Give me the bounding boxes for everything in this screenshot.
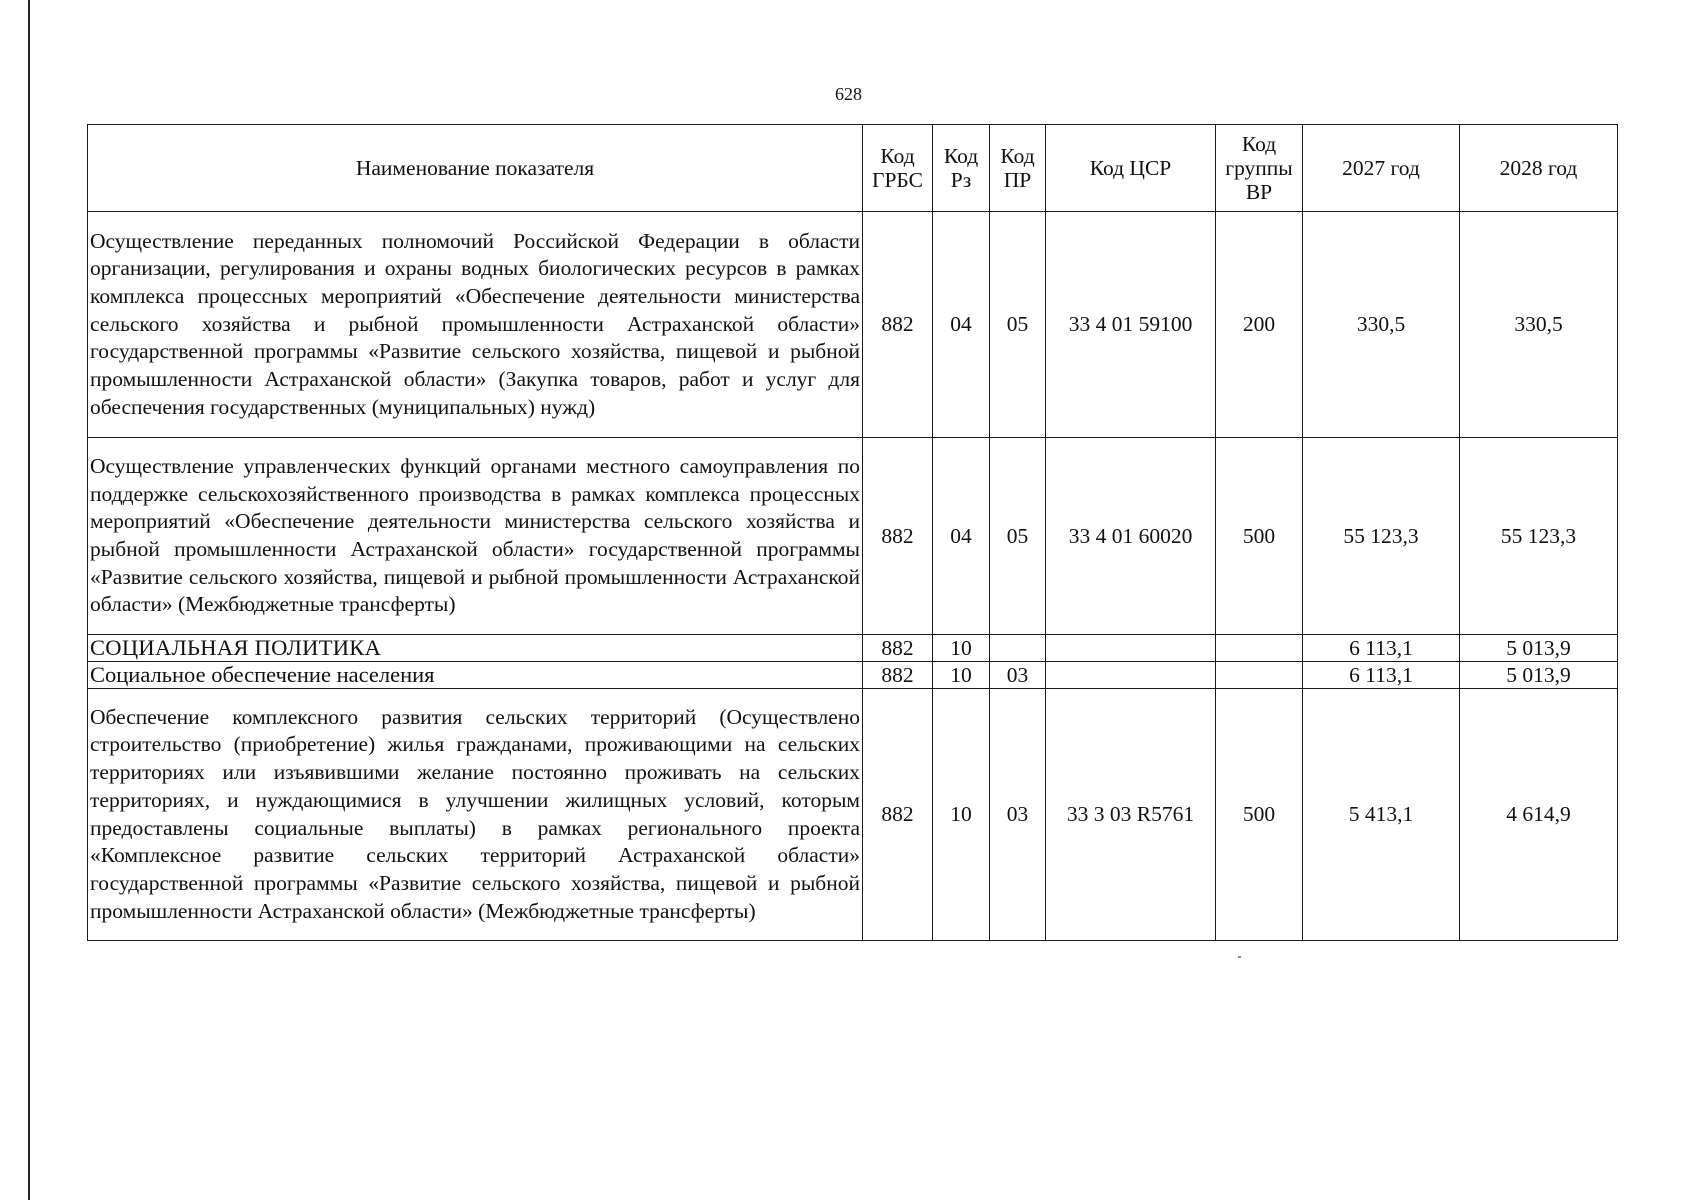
table-row <box>88 662 1618 689</box>
header-2028: 2028 год <box>1460 125 1618 212</box>
row-csr: 33 4 01 59100 <box>1046 212 1216 438</box>
table-row <box>88 212 1618 438</box>
row-rz: 04 <box>933 212 990 438</box>
row-rz: 10 <box>933 689 990 941</box>
page-number: 628 <box>835 84 862 104</box>
row-vr: 500 <box>1216 438 1303 635</box>
header-name: Наименование показателя <box>88 125 863 212</box>
row-2027: 6 113,1 <box>1303 635 1460 662</box>
row-grbs: 882 <box>863 635 933 662</box>
budget-table <box>87 124 1618 941</box>
row-rz: 10 <box>933 635 990 662</box>
row-2028: 55 123,3 <box>1460 438 1618 635</box>
table-header-row <box>88 125 1618 212</box>
table-row <box>88 438 1618 635</box>
row-pr: 05 <box>990 212 1046 438</box>
row-2027: 6 113,1 <box>1303 662 1460 689</box>
row-csr <box>1046 662 1216 689</box>
row-pr: 03 <box>990 689 1046 941</box>
header-pr: Код ПР <box>990 125 1046 212</box>
row-name: СОЦИАЛЬНАЯ ПОЛИТИКА <box>88 635 863 662</box>
row-2028: 5 013,9 <box>1460 635 1618 662</box>
row-2027: 330,5 <box>1303 212 1460 438</box>
row-name: Обеспечение комплексного развития сельских территорий (Осуществлено строительство (приобретение) жилья гражданами, проживающими на сельских территориях или изъявившими желание постоянно проживать на сельских территориях, и нуждающимися в улучшении жилищных условий, которым предоставлены социальные выплаты) в рамках регионального проекта «Комплексное развитие сельских территорий Астраханской области» государственной программы «Развитие сельского хозяйства, пищевой и рыбной промышленности Астраханской области» (Межбюджетные трансферты) <box>88 689 863 941</box>
header-grbs: Код ГРБС <box>863 125 933 212</box>
header-csr: Код ЦСР <box>1046 125 1216 212</box>
row-2028: 4 614,9 <box>1460 689 1618 941</box>
row-2027: 55 123,3 <box>1303 438 1460 635</box>
row-csr: 33 4 01 60020 <box>1046 438 1216 635</box>
header-rz: Код Рз <box>933 125 990 212</box>
header-2027: 2027 год <box>1303 125 1460 212</box>
scan-edge-line <box>28 0 30 1200</box>
row-pr: 03 <box>990 662 1046 689</box>
row-pr <box>990 635 1046 662</box>
row-name: Осуществление управленческих функций органами местного самоуправления по поддержке сельскохозяйственного производства в рамках комплекса процессных мероприятий «Обеспечение деятельности министерства сельского хозяйства и рыбной промышленности Астраханской области» государственной программы «Развитие сельского хозяйства, пищевой и рыбной промышленности Астраханской области» (Межбюджетные трансферты) <box>88 438 863 635</box>
row-2027: 5 413,1 <box>1303 689 1460 941</box>
table-row <box>88 689 1618 941</box>
row-vr: 200 <box>1216 212 1303 438</box>
row-grbs: 882 <box>863 662 933 689</box>
row-csr <box>1046 635 1216 662</box>
row-rz: 04 <box>933 438 990 635</box>
row-rz: 10 <box>933 662 990 689</box>
row-vr <box>1216 662 1303 689</box>
row-vr <box>1216 635 1303 662</box>
row-name: Социальное обеспечение населения <box>88 662 863 689</box>
row-grbs: 882 <box>863 438 933 635</box>
row-grbs: 882 <box>863 689 933 941</box>
row-vr: 500 <box>1216 689 1303 941</box>
row-grbs: 882 <box>863 212 933 438</box>
table-row <box>88 635 1618 662</box>
row-2028: 5 013,9 <box>1460 662 1618 689</box>
row-name: Осуществление переданных полномочий Российской Федерации в области организации, регулирования и охраны водных биологических ресурсов в рамках комплекса процессных мероприятий «Обеспечение деятельности министерства сельского хозяйства и рыбной промышленности Астраханской области» государственной программы «Развитие сельского хозяйства, пищевой и рыбной промышленности Астраханской области» (Закупка товаров, работ и услуг для обеспечения государственных (муниципальных) нужд) <box>88 212 863 438</box>
header-vr: Код группы ВР <box>1216 125 1303 212</box>
row-2028: 330,5 <box>1460 212 1618 438</box>
row-csr: 33 3 03 R5761 <box>1046 689 1216 941</box>
row-pr: 05 <box>990 438 1046 635</box>
scan-speck <box>1238 956 1241 958</box>
